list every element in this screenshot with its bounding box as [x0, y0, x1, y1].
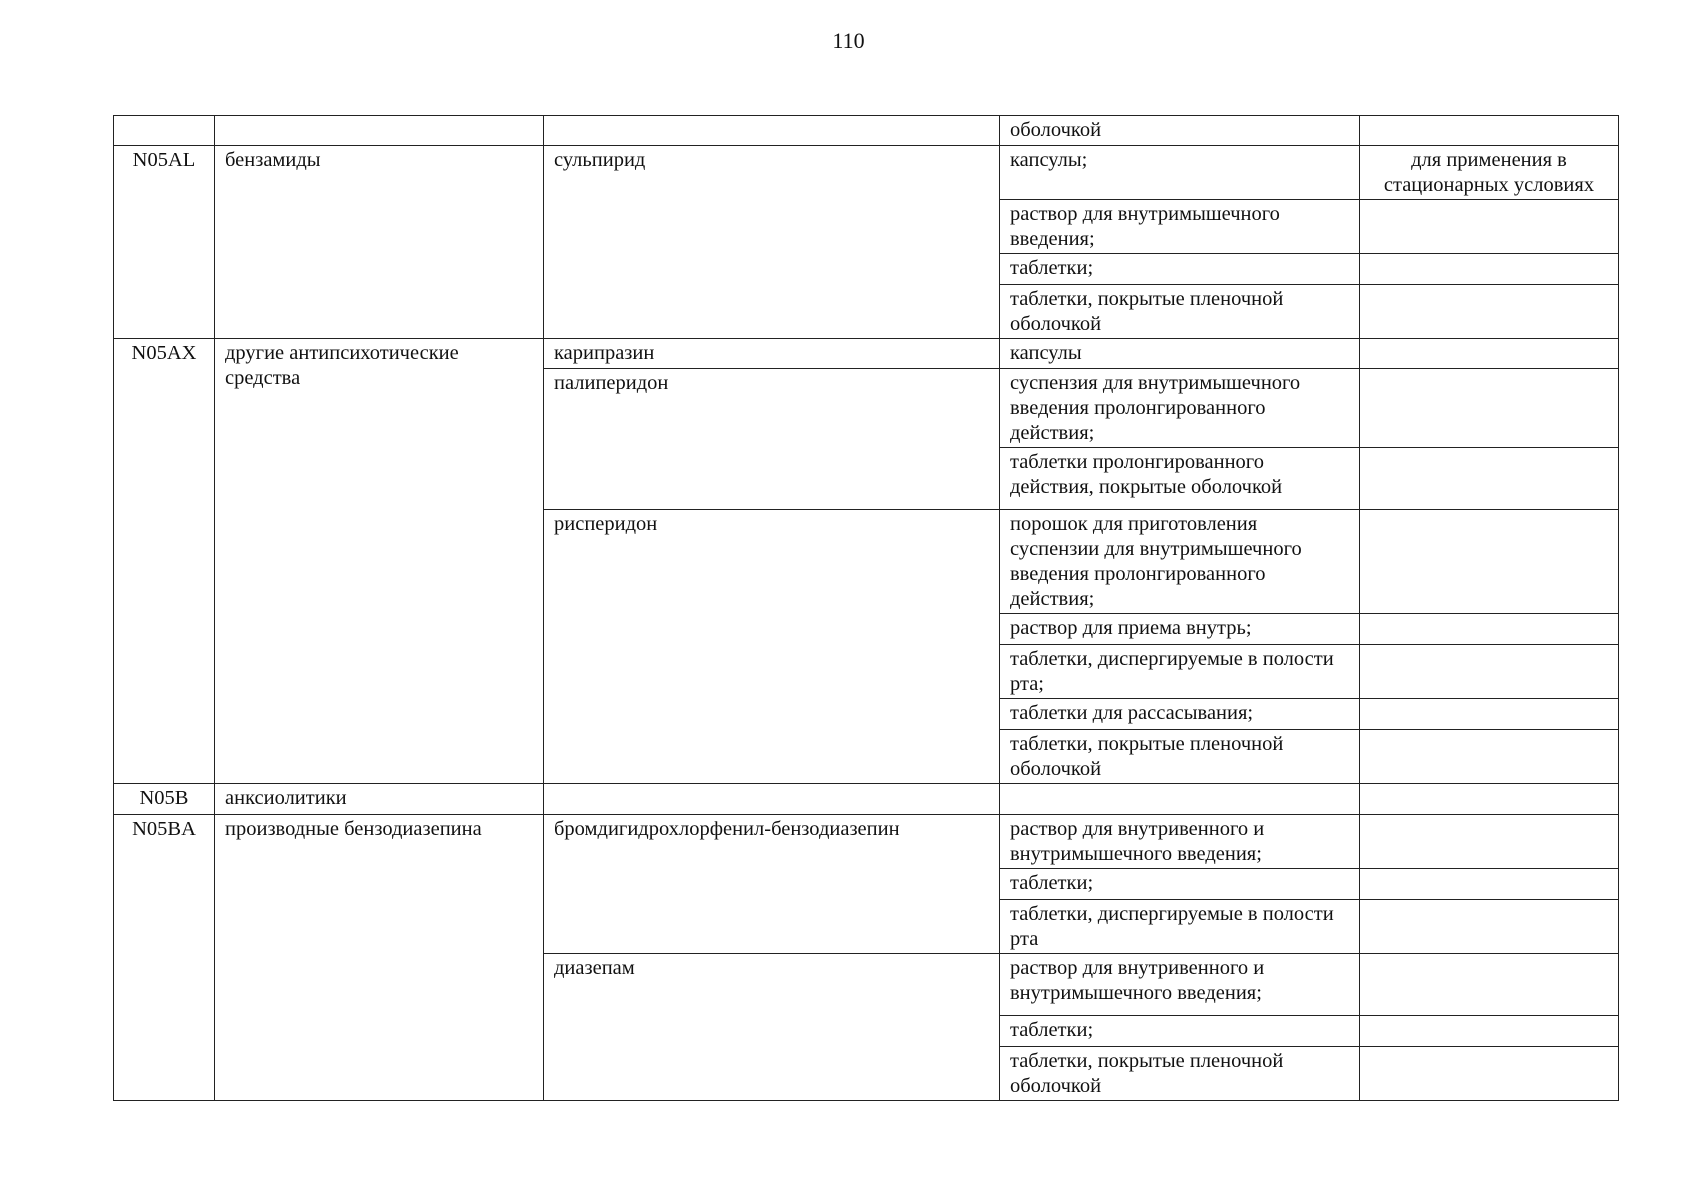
form-cell: оболочкой [1000, 116, 1360, 146]
atc-group-cell: бензамиды [215, 146, 544, 339]
table-row [114, 815, 1619, 869]
usage-note-cell [1360, 869, 1619, 900]
table-row [114, 784, 1619, 815]
drug-name-cell: диазепам [544, 954, 1000, 1101]
dosage-form-cell: таблетки, диспергируемые в полости рта [1000, 900, 1360, 954]
drug-cell [544, 116, 1000, 146]
usage-note-cell: для применения в стационарных условиях [1360, 146, 1619, 200]
atc-group-cell: производные бензодиазепина [215, 815, 544, 1101]
usage-note-cell [1360, 369, 1619, 448]
dosage-form-cell: таблетки; [1000, 869, 1360, 900]
dosage-form-cell: таблетки, покрытые пленочной оболочкой [1000, 730, 1360, 784]
drug-name-cell: карипразин [544, 339, 1000, 369]
dosage-form-cell: раствор для внутримышечного введения; [1000, 200, 1360, 254]
note-cell [1360, 116, 1619, 146]
dosage-form-cell: раствор для внутривенного и внутримышечного введения; [1000, 954, 1360, 1016]
table-row [114, 339, 1619, 369]
dosage-form-cell: суспензия для внутримышечного введения пролонгированного действия; [1000, 369, 1360, 448]
drug-name-cell: палиперидон [544, 369, 1000, 510]
table-row [114, 146, 1619, 200]
usage-note-cell [1360, 815, 1619, 869]
dosage-form-cell: таблетки; [1000, 254, 1360, 285]
atc-code-cell: N05AL [114, 146, 215, 339]
dosage-form-cell: капсулы [1000, 339, 1360, 369]
usage-note-cell [1360, 510, 1619, 614]
drug-name-cell: рисперидон [544, 510, 1000, 784]
dosage-form-cell: таблетки, покрытые пленочной оболочкой [1000, 285, 1360, 339]
usage-note-cell [1360, 285, 1619, 339]
code-cell [114, 116, 215, 146]
atc-code-cell: N05B [114, 784, 215, 815]
usage-note-cell [1360, 200, 1619, 254]
dosage-form-cell: раствор для внутривенного и внутримышечного введения; [1000, 815, 1360, 869]
dosage-form-cell: таблетки; [1000, 1016, 1360, 1047]
usage-note-cell [1360, 614, 1619, 645]
usage-note-cell [1360, 784, 1619, 815]
atc-code-cell: N05AX [114, 339, 215, 784]
usage-note-cell [1360, 254, 1619, 285]
usage-note-cell [1360, 954, 1619, 1016]
group-cell [215, 116, 544, 146]
drug-name-cell [544, 784, 1000, 815]
drug-name-cell: бромдигидрохлорфенил-бензодиазепин [544, 815, 1000, 954]
usage-note-cell [1360, 339, 1619, 369]
table-row [114, 116, 1619, 146]
dosage-form-cell: таблетки пролонгированного действия, покрытые оболочкой [1000, 448, 1360, 510]
dosage-form-cell: порошок для приготовления суспензии для внутримышечного введения пролонгированного действия; [1000, 510, 1360, 614]
page-number: 110 [832, 28, 865, 53]
usage-note-cell [1360, 699, 1619, 730]
dosage-form-cell: таблетки, покрытые пленочной оболочкой [1000, 1047, 1360, 1101]
dosage-form-cell: таблетки для рассасывания; [1000, 699, 1360, 730]
dosage-form-cell: таблетки, диспергируемые в полости рта; [1000, 645, 1360, 699]
medication-table [113, 115, 1619, 1101]
atc-group-cell: анксиолитики [215, 784, 544, 815]
usage-note-cell [1360, 645, 1619, 699]
usage-note-cell [1360, 1016, 1619, 1047]
dosage-form-cell [1000, 784, 1360, 815]
dosage-form-cell: раствор для приема внутрь; [1000, 614, 1360, 645]
usage-note-cell [1360, 448, 1619, 510]
dosage-form-cell: капсулы; [1000, 146, 1360, 200]
usage-note-cell [1360, 730, 1619, 784]
atc-code-cell: N05BA [114, 815, 215, 1101]
drug-name-cell: сульпирид [544, 146, 1000, 339]
usage-note-cell [1360, 900, 1619, 954]
usage-note-cell [1360, 1047, 1619, 1101]
atc-group-cell: другие антипсихотические средства [215, 339, 544, 784]
